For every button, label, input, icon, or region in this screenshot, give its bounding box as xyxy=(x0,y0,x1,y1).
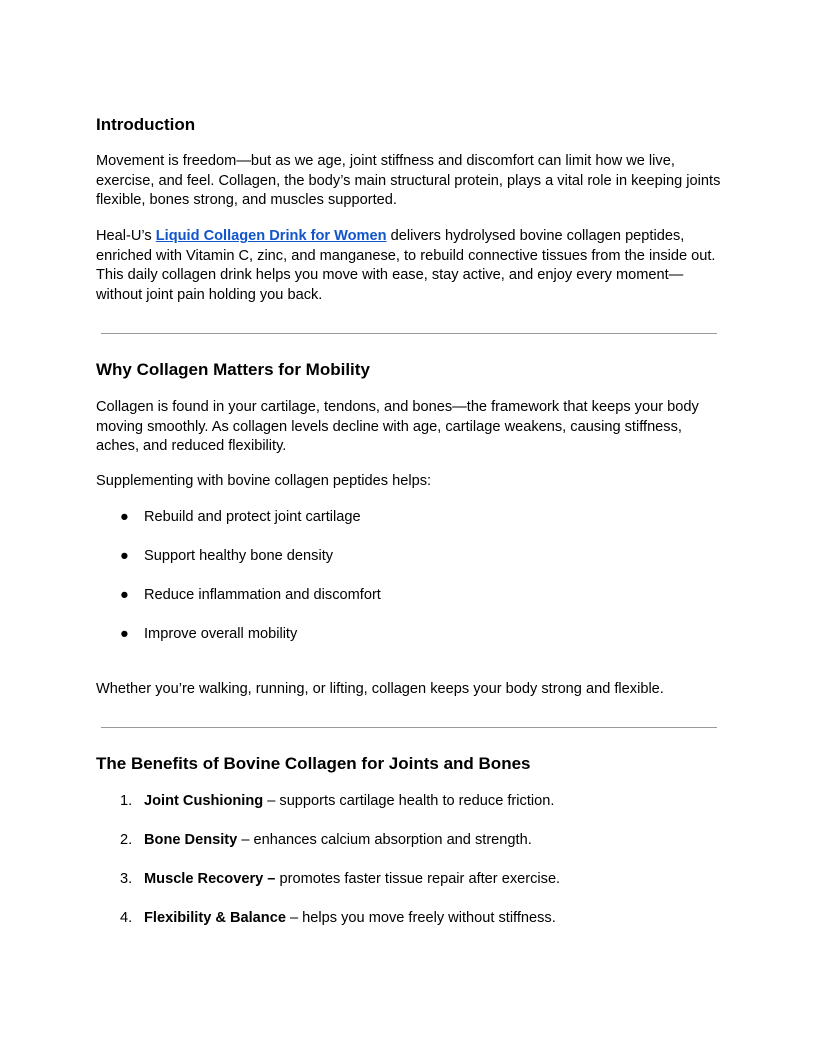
section-divider xyxy=(101,727,717,728)
intro-heading: Introduction xyxy=(96,115,196,134)
bullet-marker: ● xyxy=(120,509,129,525)
list-item xyxy=(120,792,554,812)
section-divider xyxy=(101,333,717,334)
intro-paragraph-2 xyxy=(96,227,722,305)
bullet-marker: ● xyxy=(120,587,129,603)
liquid-collagen-link[interactable]: Liquid Collagen Drink for Women xyxy=(155,228,387,244)
list-number: 1. xyxy=(120,793,133,809)
intro-p2-suffix: delivers hydrolysed bovine collagen peptides, enriched with Vitamin C, zinc, and manganese, to rebuild connective tissues from the inside out. This daily collagen drink helps you move with ease, stay active, and enjoy every moment—without joint pain holding you back. xyxy=(96,228,716,303)
benefits-heading: The Benefits of Bovine Collagen for Joints and Bones xyxy=(96,754,531,773)
mobility-paragraph-3: Whether you’re walking, running, or lifting, collagen keeps your body strong and flexible. xyxy=(96,681,664,697)
list-item-text: Improve overall mobility xyxy=(144,626,298,642)
intro-paragraph-1: Movement is freedom—but as we age, joint stiffness and discomfort can limit how we live, exercise, and feel. Collagen, the body’s main structural protein, plays a vital role in keeping joints flexible, bones strong, and muscles supported. xyxy=(96,153,721,208)
benefit-title: Muscle Recovery – xyxy=(144,871,276,887)
list-item xyxy=(120,586,381,606)
intro-p2-prefix: Heal-U’s xyxy=(96,228,156,244)
list-item xyxy=(120,547,333,567)
benefit-description: – helps you move freely without stiffness. xyxy=(285,910,556,926)
benefit-description: – enhances calcium absorption and strength. xyxy=(237,832,532,848)
list-item xyxy=(120,909,556,929)
list-number: 4. xyxy=(120,910,133,926)
list-item xyxy=(120,831,532,851)
list-item-text: Support healthy bone density xyxy=(144,548,334,564)
benefit-description: – supports cartilage health to reduce friction. xyxy=(263,793,555,809)
mobility-heading: Why Collagen Matters for Mobility xyxy=(96,360,370,379)
benefit-title: Joint Cushioning xyxy=(144,793,264,809)
benefit-title: Flexibility & Balance xyxy=(144,910,286,926)
bullet-marker: ● xyxy=(120,548,129,564)
benefit-description: promotes faster tissue repair after exercise. xyxy=(275,871,561,887)
list-number: 3. xyxy=(120,871,133,887)
list-item-text: Reduce inflammation and discomfort xyxy=(144,587,381,603)
mobility-paragraph-2: Supplementing with bovine collagen peptides helps: xyxy=(96,473,432,489)
list-item xyxy=(120,625,297,645)
list-item-text: Rebuild and protect joint cartilage xyxy=(144,509,361,525)
list-number: 2. xyxy=(120,832,133,848)
mobility-paragraph-1: Collagen is found in your cartilage, tendons, and bones—the framework that keeps your body moving smoothly. As collagen levels decline with age, cartilage weakens, causing stiffness, aches, and reduced flexibility. xyxy=(96,399,699,454)
list-item xyxy=(120,870,560,890)
benefit-title: Bone Density xyxy=(144,832,238,848)
bullet-marker: ● xyxy=(120,626,129,642)
list-item xyxy=(120,508,361,528)
